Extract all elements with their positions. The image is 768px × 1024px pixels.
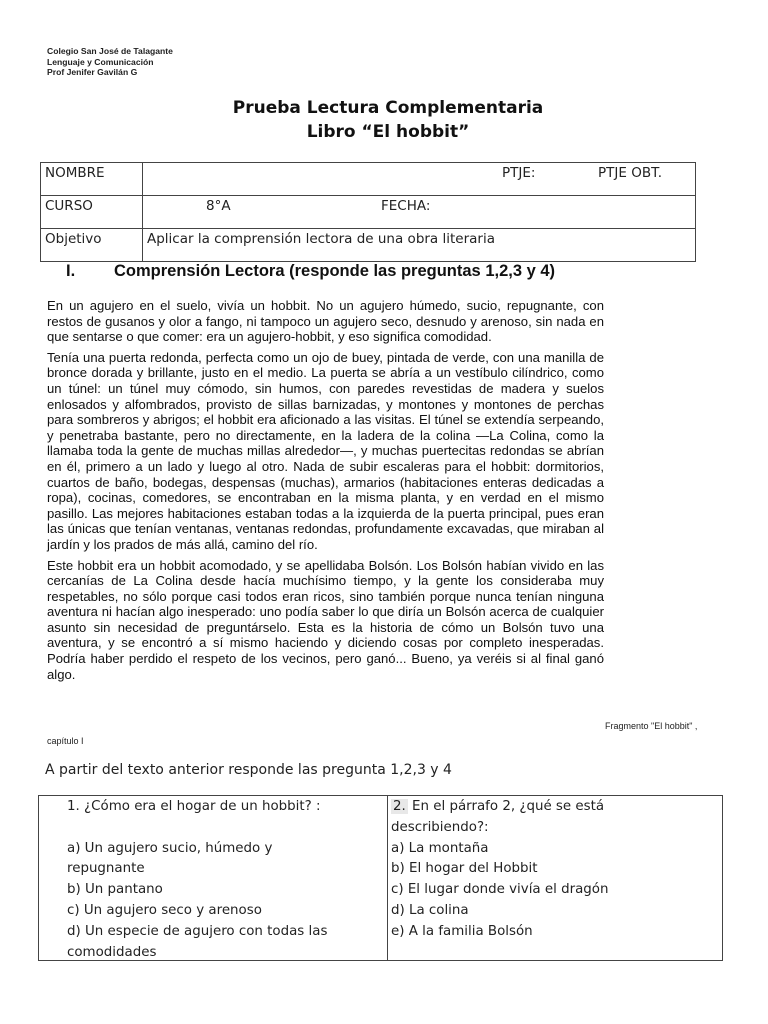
passage-paragraph-3: Este hobbit era un hobbit acomodado, y se apellidaba Bolsón. Los Bolsón habían vivido en las cercanías de La Colina desde hacía muchísimo tiempo, y la gente los consideraba muy respetables, no sólo porque casi todos eran ricos, sino también porque nunca tenían ninguna aventura ni hacían algo inesperado: uno podía saber lo que diría un Bolsón acerca de cualquier asunto sin necesidad de preguntárselo. Esta es la historia de cómo un Bolsón tuvo una aventura, y se encontró a sí mismo haciendo y diciendo cosas por completo inesperadas. Podría haber perdido el respeto de los vecinos, pero ganó... Bueno, ya veréis si al final ganó algo. — [47, 557, 604, 682]
school-name: Colegio San José de Talagante — [47, 46, 173, 56]
ptje-obt-label: PTJE OBT. — [598, 165, 663, 181]
q2-option-d[interactable]: d) La colina — [391, 902, 469, 918]
passage-paragraph-1: En un agujero en el suelo, vivía un hobbit. No un agujero húmedo, sucio, repugnante, con restos de gusanos y olor a fango, ni tampoco un agujero seco, desnudo y arenoso, sin nada en que sentarse o que comer: era un agujero-hobbit, y eso significa comodidad. — [47, 298, 604, 345]
q1-option-b[interactable]: b) Un pantano — [67, 882, 163, 898]
objetivo-label: Objetivo — [41, 229, 143, 262]
q2-option-a[interactable]: a) La montaña — [391, 840, 489, 856]
q1-option-a[interactable]: a) Un agujero sucio, húmedo y repugnante — [67, 840, 273, 877]
passage-paragraph-2: Tenía una puerta redonda, perfecta como un ojo de buey, pintada de verde, con una manilla de bronce dorada y brillante, justo en el medio. La puerta se abría a un vestíbulo cilíndrico, como un túnel: un túnel muy cómodo, sin humos, con paredes revestidas de madera y suelos enlosados y alfombrados, provisto de sillas barnizadas, y montones y montones de perchas para sombreros y abrigos; el hobbit era aficionado a las visitas. El túnel se extendía serpeando, y penetraba bastante, pero no directamente, en la ladera de la colina —La Colina, como la llamaba toda la gente de muchas millas alrededor—, y muchas puertecitas redondas se abrían en él, primero a un lado y luego al otro. Nada de subir escaleras para el hobbit: dormitorios, cuartos de baño, bodegas, despensas (muchas), armarios (habitaciones enteras dedicadas a ropa), cocinas, comedores, se encontraban en la misma planta, y en verdad en el mismo pasillo. Las mejores habitaciones estaban todas a la izquierda de la puerta principal, pues eran las únicas que tenían ventanas, ventanas redondas, profundamente excavadas, que miraban al jardín y los prados de más allá, camino del río. — [47, 349, 604, 552]
school-header — [47, 46, 173, 78]
spacer — [67, 818, 385, 839]
question-2-number: 2. — [393, 799, 406, 814]
q1-option-d[interactable]: d) Un especie de agujero con todas las comodidades — [67, 923, 328, 960]
instruction-text: A partir del texto anterior responde las pregunta 1,2,3 y 4 — [45, 762, 452, 778]
reading-passage — [47, 298, 604, 687]
fecha-label: FECHA: — [381, 198, 431, 214]
question-2-text: En el párrafo 2, ¿qué se está describiendo?: — [391, 799, 605, 835]
question-1 — [67, 796, 385, 960]
q2-option-c[interactable]: c) El lugar donde vivía el dragón — [391, 882, 609, 898]
ptje-label: PTJE: — [502, 165, 536, 181]
nombre-field[interactable] — [143, 163, 696, 196]
section-title: Comprensión Lectora (responde las preguntas 1,2,3 y 4) — [114, 262, 556, 280]
passage-chapter: capítulo I — [47, 736, 84, 746]
question-1-stem — [67, 797, 385, 818]
page-subtitle: Libro “El hobbit” — [306, 122, 470, 142]
curso-value: 8°A — [206, 198, 231, 214]
q1-option-c[interactable]: c) Un agujero seco y arenoso — [67, 902, 262, 918]
question-2-stem — [391, 797, 681, 839]
page-title: Prueba Lectura Complementaria — [232, 98, 544, 118]
teacher-name: Prof Jenifer Gavilán G — [47, 67, 138, 77]
question-1-number: 1. — [67, 799, 80, 814]
question-2 — [387, 796, 721, 960]
section-heading — [66, 262, 555, 281]
curso-label: CURSO — [41, 196, 143, 229]
questions-table — [38, 795, 723, 961]
q2-option-b[interactable]: b) El hogar del Hobbit — [391, 861, 538, 877]
objetivo-value — [143, 229, 696, 262]
subject-name: Lenguaje y Comunicación — [47, 56, 154, 67]
objetivo-text: Aplicar la comprensión lectora de una obra literaria — [147, 231, 495, 247]
passage-source: Fragmento "El hobbit" , — [605, 721, 698, 731]
curso-field[interactable] — [143, 196, 696, 229]
question-1-text: ¿Cómo era el hogar de un hobbit? : — [84, 799, 321, 814]
section-number: I. — [66, 262, 76, 280]
q2-option-e[interactable]: e) A la familia Bolsón — [391, 923, 533, 939]
student-info-table — [40, 162, 696, 262]
nombre-label: NOMBRE — [41, 163, 143, 196]
